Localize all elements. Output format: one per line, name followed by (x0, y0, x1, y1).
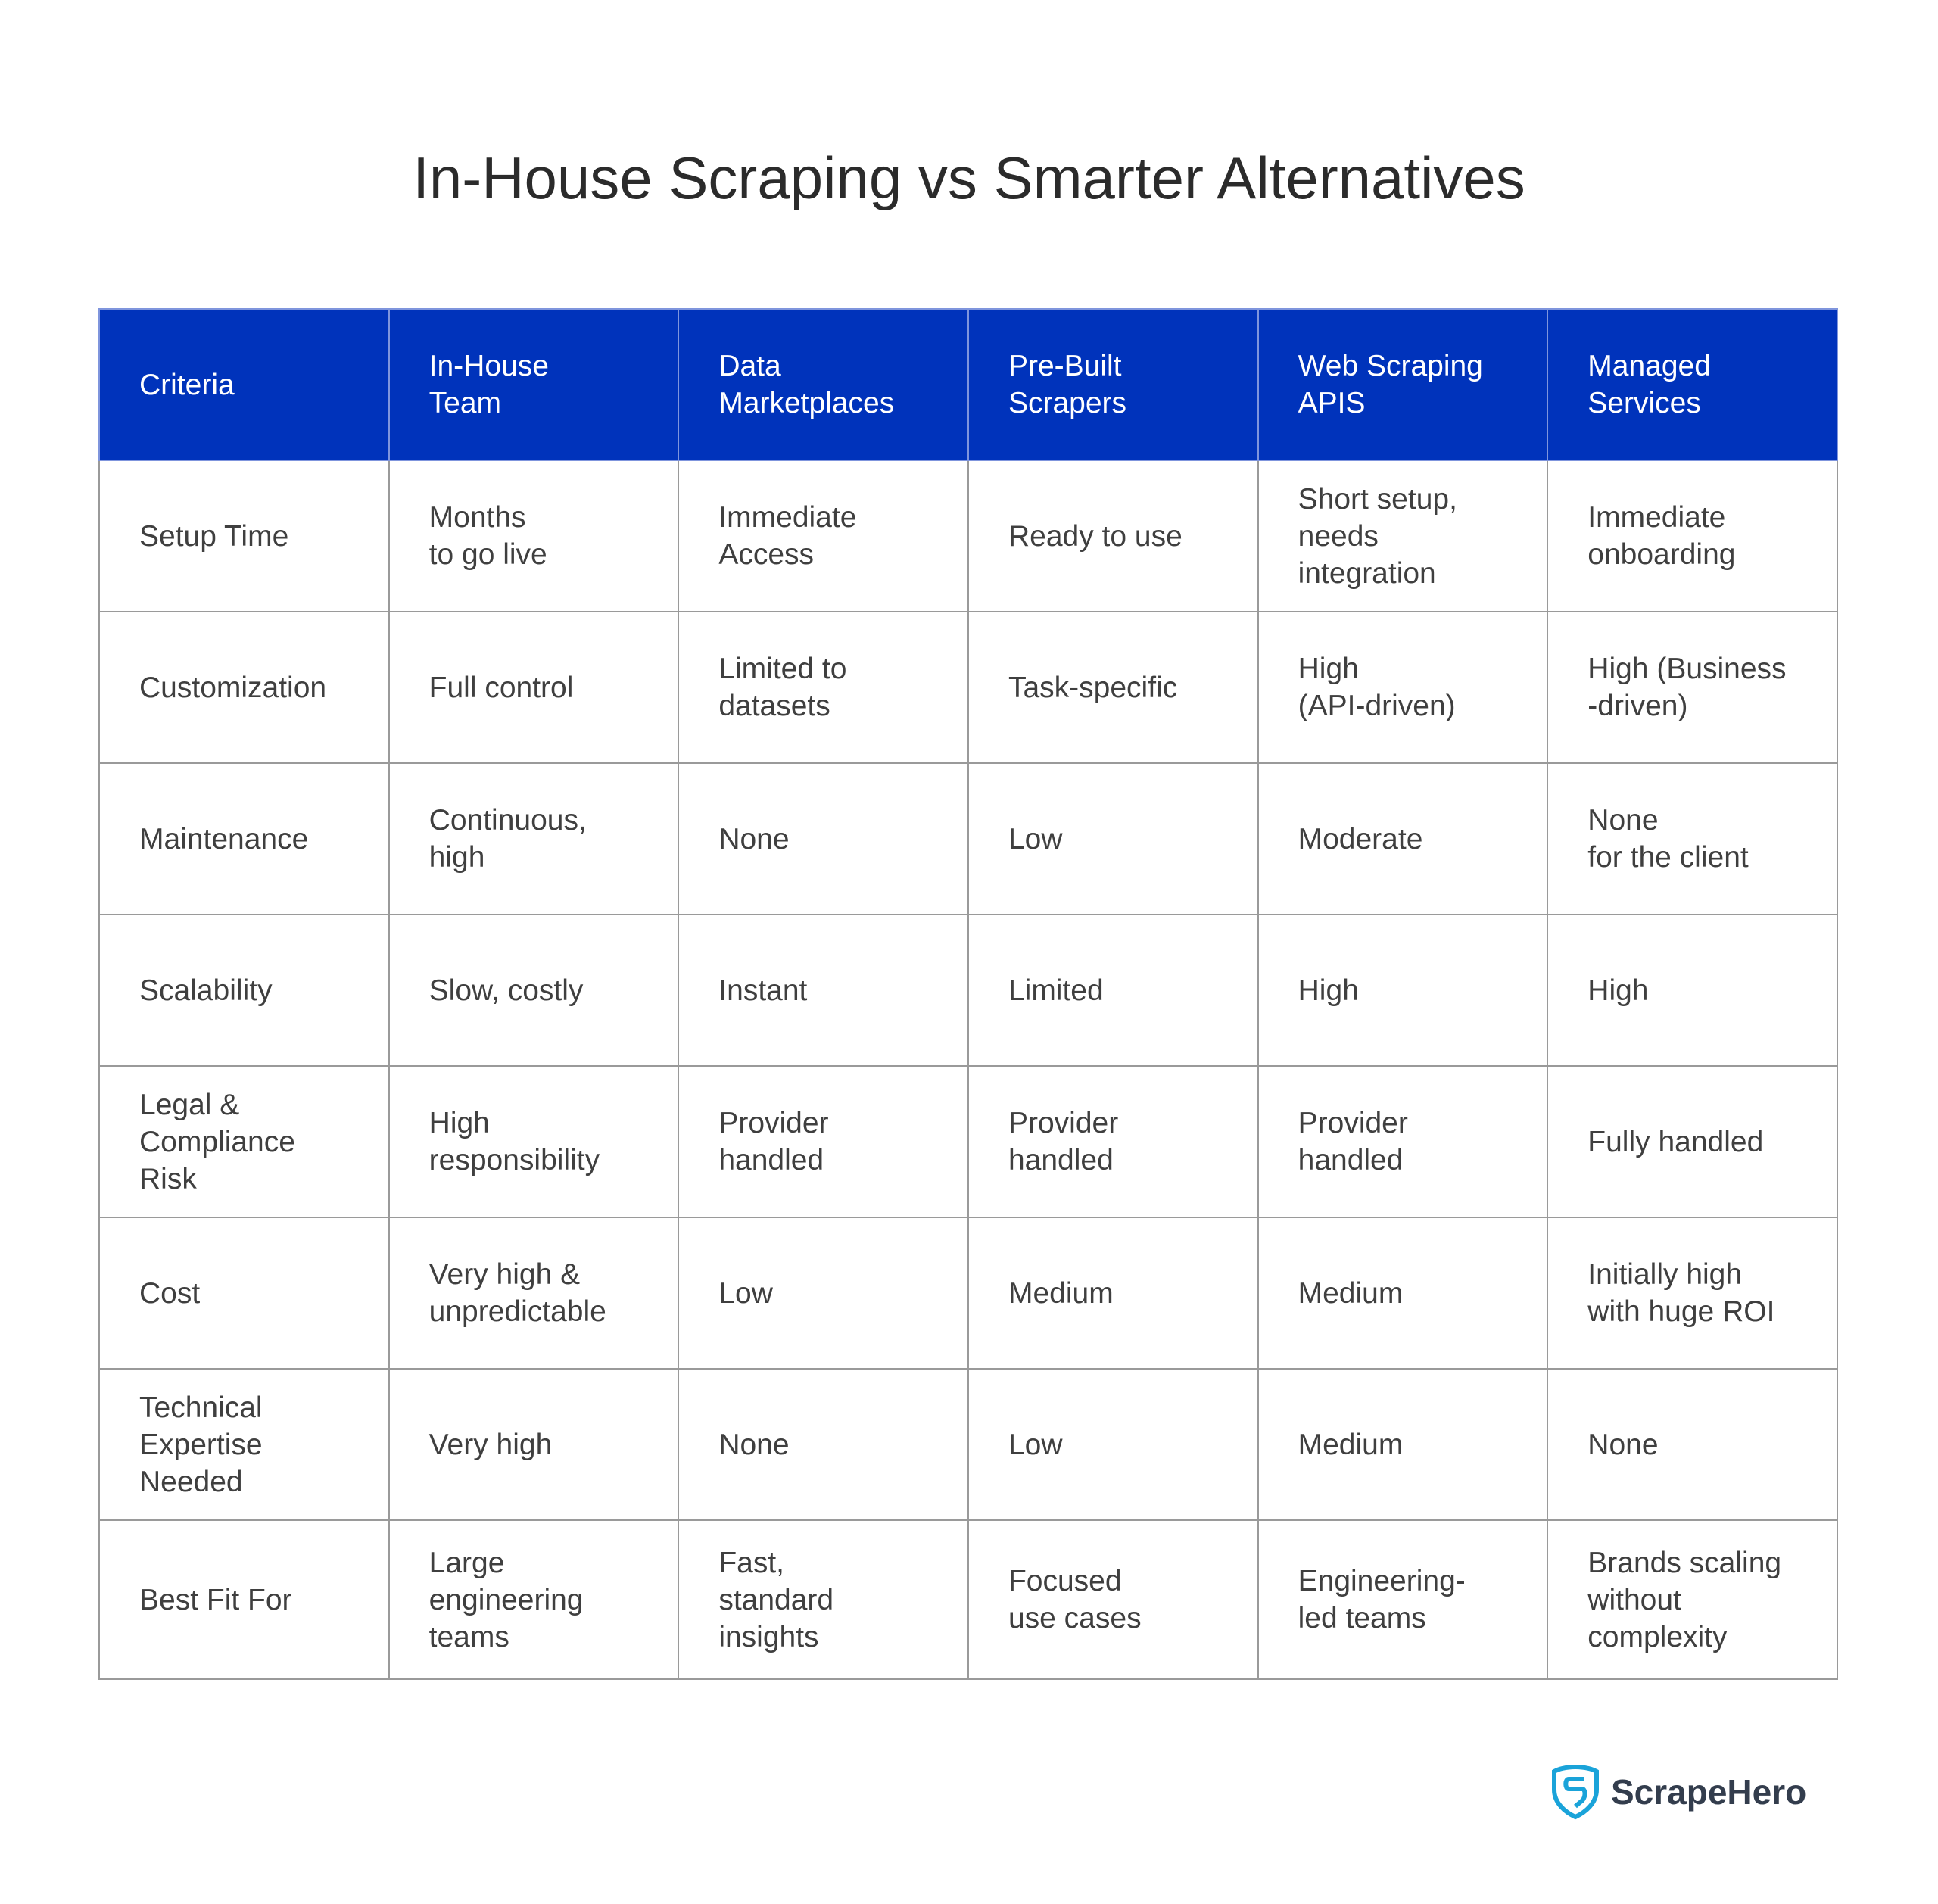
header-in-house-team: In-House Team (389, 309, 679, 460)
cell-web-scraping-apis: High (1258, 915, 1548, 1066)
header-criteria: Criteria (99, 309, 389, 460)
cell-managed-services: Fully handled (1547, 1066, 1837, 1217)
cell-criteria: Setup Time (99, 460, 389, 612)
cell-criteria: Legal & Compliance Risk (99, 1066, 389, 1217)
table-row (99, 1217, 1837, 1369)
cell-managed-services: High (1547, 915, 1837, 1066)
cell-in-house-team: Months to go live (389, 460, 679, 612)
cell-data-marketplaces: Immediate Access (678, 460, 968, 612)
cell-data-marketplaces: None (678, 1369, 968, 1520)
comparison-table (98, 308, 1838, 1680)
cell-web-scraping-apis: Short setup, needs integration (1258, 460, 1548, 612)
cell-data-marketplaces: Fast, standard insights (678, 1520, 968, 1679)
cell-in-house-team: Large engineering teams (389, 1520, 679, 1679)
cell-pre-built-scrapers: Ready to use (968, 460, 1258, 612)
cell-managed-services: None for the client (1547, 763, 1837, 915)
page-title: In-House Scraping vs Smarter Alternatives (413, 145, 1525, 211)
cell-criteria: Technical Expertise Needed (99, 1369, 389, 1520)
cell-data-marketplaces: Instant (678, 915, 968, 1066)
shield-s-icon (1550, 1764, 1600, 1820)
cell-data-marketplaces: Provider handled (678, 1066, 968, 1217)
cell-web-scraping-apis: Moderate (1258, 763, 1548, 915)
cell-managed-services: None (1547, 1369, 1837, 1520)
cell-managed-services: Brands scaling without complexity (1547, 1520, 1837, 1679)
header-row (99, 309, 1837, 460)
cell-in-house-team: Very high & unpredictable (389, 1217, 679, 1369)
cell-pre-built-scrapers: Limited (968, 915, 1258, 1066)
cell-criteria: Customization (99, 612, 389, 763)
table-row (99, 1066, 1837, 1217)
cell-managed-services: High (Business -driven) (1547, 612, 1837, 763)
cell-data-marketplaces: Limited to datasets (678, 612, 968, 763)
header-data-marketplaces: Data Marketplaces (678, 309, 968, 460)
cell-pre-built-scrapers: Focused use cases (968, 1520, 1258, 1679)
cell-pre-built-scrapers: Task-specific (968, 612, 1258, 763)
cell-pre-built-scrapers: Provider handled (968, 1066, 1258, 1217)
header-pre-built-scrapers: Pre-Built Scrapers (968, 309, 1258, 460)
cell-managed-services: Initially high with huge ROI (1547, 1217, 1837, 1369)
cell-web-scraping-apis: Provider handled (1258, 1066, 1548, 1217)
scrapehero-logo (1550, 1764, 1806, 1820)
cell-in-house-team: High responsibility (389, 1066, 679, 1217)
cell-in-house-team: Full control (389, 612, 679, 763)
cell-criteria: Maintenance (99, 763, 389, 915)
cell-pre-built-scrapers: Low (968, 1369, 1258, 1520)
brand-name: ScrapeHero (1611, 1772, 1807, 1812)
table-row (99, 915, 1837, 1066)
cell-web-scraping-apis: High (API-driven) (1258, 612, 1548, 763)
cell-managed-services: Immediate onboarding (1547, 460, 1837, 612)
cell-pre-built-scrapers: Low (968, 763, 1258, 915)
cell-pre-built-scrapers: Medium (968, 1217, 1258, 1369)
cell-criteria: Best Fit For (99, 1520, 389, 1679)
table-row (99, 612, 1837, 763)
cell-data-marketplaces: None (678, 763, 968, 915)
table-row (99, 460, 1837, 612)
cell-in-house-team: Slow, costly (389, 915, 679, 1066)
table-row (99, 763, 1837, 915)
cell-web-scraping-apis: Medium (1258, 1217, 1548, 1369)
table-row (99, 1369, 1837, 1520)
cell-web-scraping-apis: Engineering- led teams (1258, 1520, 1548, 1679)
table-row (99, 1520, 1837, 1679)
cell-criteria: Cost (99, 1217, 389, 1369)
header-managed-services: Managed Services (1547, 309, 1837, 460)
cell-in-house-team: Very high (389, 1369, 679, 1520)
cell-criteria: Scalability (99, 915, 389, 1066)
header-web-scraping-apis: Web Scraping APIS (1258, 309, 1548, 460)
cell-data-marketplaces: Low (678, 1217, 968, 1369)
cell-web-scraping-apis: Medium (1258, 1369, 1548, 1520)
cell-in-house-team: Continuous, high (389, 763, 679, 915)
